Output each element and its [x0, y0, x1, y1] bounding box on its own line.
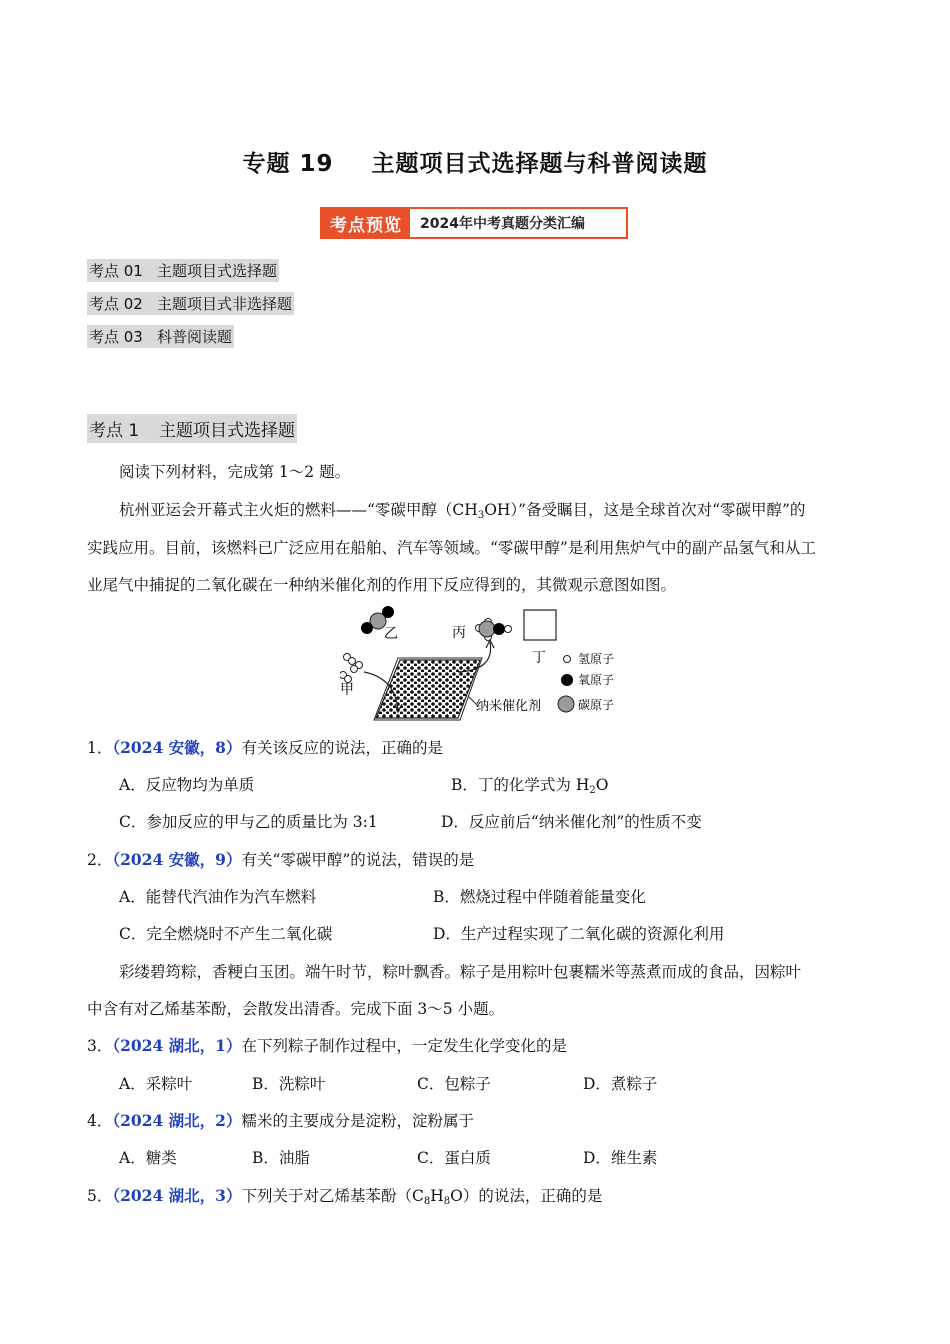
q2-option-a[interactable]: A．能替代汽油作为汽车燃料	[119, 888, 317, 906]
q1-option-d[interactable]: D．反应前后“纳米催化剂”的性质不变	[441, 813, 702, 831]
yi-label: 乙	[384, 626, 398, 642]
jia-molecules	[340, 654, 363, 683]
legend-hydrogen: 氢原子	[578, 652, 615, 666]
q1-option-b[interactable]	[451, 773, 608, 796]
intro-text: 阅读下列材料，完成第 1～2 题。	[119, 463, 351, 481]
q4-option-b[interactable]: B．油脂	[252, 1149, 310, 1167]
q3-source: （2024 湖北，1）	[112, 1036, 242, 1055]
q5-stem-b: O）的说法，正确的是	[450, 1187, 603, 1205]
q5-mid: H	[430, 1187, 444, 1205]
legend-oxygen: 氧原子	[578, 673, 615, 687]
catalyst-surface	[376, 660, 480, 718]
passage1-line1	[119, 498, 805, 521]
page-title	[0, 145, 950, 178]
q5-stem-a: 下列关于对乙烯基苯酚（C	[241, 1187, 424, 1205]
q1-option-a[interactable]: A．反应物均为单质	[119, 776, 255, 794]
passage1-line2: 实践应用。目前，该燃料已广泛应用在船舶、汽车等领域。“零碳甲醇”是利用焦炉气中的副产品氢气和从工	[87, 539, 816, 557]
q4-option-a[interactable]: A．糖类	[119, 1149, 177, 1167]
section-heading	[87, 414, 297, 443]
question-4	[87, 1109, 474, 1131]
toc-text: 科普阅读题	[157, 328, 233, 346]
toc-label: 考点 03	[89, 328, 143, 346]
q5-sub2: 8	[443, 1196, 451, 1207]
section-label: 考点 1	[89, 421, 140, 441]
q1-source: （2024 安徽，8）	[112, 738, 242, 757]
passage2-line1: 彩缕碧筠粽，香粳白玉团。端午时节，粽叶飘香。粽子是用粽叶包裹糯米等蒸煮而成的食品，因粽叶	[119, 963, 802, 981]
question-3	[87, 1034, 567, 1056]
toc-item-3[interactable]	[87, 325, 234, 348]
passage1-line3: 业尾气中捕捉的二氧化碳在一种纳米催化剂的作用下反应得到的，其微观示意图如图。	[87, 576, 677, 594]
q5-source: （2024 湖北，3）	[112, 1186, 242, 1205]
preview-badge	[320, 207, 628, 239]
q4-option-c[interactable]: C．蛋白质	[417, 1149, 491, 1167]
section-text: 主题项目式选择题	[159, 421, 295, 441]
q4-num: 4．	[87, 1112, 113, 1130]
q3-option-d[interactable]: D．煮粽子	[583, 1075, 658, 1093]
q3-num: 3．	[87, 1037, 113, 1055]
toc-item-2[interactable]	[87, 292, 294, 315]
q2-source: （2024 安徽，9）	[112, 850, 242, 869]
ding-box	[524, 610, 556, 640]
passage2-line2: 中含有对乙烯基苯酚，会散发出清香。完成下面 3～5 小题。	[87, 1000, 505, 1018]
bing-label: 丙	[452, 625, 466, 641]
q2-stem: 有关“零碳甲醇”的说法，错误的是	[241, 851, 475, 869]
toc-item-1[interactable]	[87, 259, 279, 282]
legend-carbon: 碳原子	[578, 698, 615, 712]
question-5	[87, 1184, 602, 1207]
q3-stem: 在下列粽子制作过程中，一定发生化学变化的是	[241, 1037, 567, 1055]
ding-label: 丁	[532, 650, 546, 666]
q1-option-c[interactable]: C．参加反应的甲与乙的质量比为 3:1	[119, 813, 378, 831]
legend-carbon-marker	[558, 696, 574, 712]
legend-oxygen-marker	[561, 674, 573, 686]
q3-option-a[interactable]: A．采粽叶	[119, 1075, 193, 1093]
catalyst-label: 纳米催化剂	[476, 699, 542, 714]
q2-option-c[interactable]: C．完全燃烧时不产生二氧化碳	[119, 925, 333, 943]
q4-option-d[interactable]: D．维生素	[583, 1149, 658, 1167]
toc-text: 主题项目式选择题	[157, 262, 278, 280]
q1-num: 1．	[87, 739, 113, 757]
passage1-line1-a: 杭州亚运会开幕式主火炬的燃料——“零碳甲醇（CH	[119, 501, 478, 519]
bing-molecule	[476, 619, 512, 641]
q2-num: 2．	[87, 851, 113, 869]
toc-label: 考点 02	[89, 295, 143, 313]
q1-option-b-sub: 2	[589, 785, 596, 796]
q1-option-b-a: B．丁的化学式为 H	[451, 776, 590, 794]
q1-option-b-b: O	[595, 776, 609, 794]
title-main: 主题项目式选择题与科普阅读题	[371, 151, 708, 177]
question-1	[87, 736, 443, 758]
legend-hydrogen-marker	[564, 656, 571, 663]
q2-option-b[interactable]: B．燃烧过程中伴随着能量变化	[433, 888, 646, 906]
q3-option-c[interactable]: C．包粽子	[417, 1075, 491, 1093]
passage1-line1-b: OH）”备受瞩目，这是全球首次对“零碳甲醇”的	[484, 501, 806, 519]
q5-sub1: 8	[423, 1196, 431, 1207]
badge-left: 考点预览	[322, 209, 410, 237]
q2-option-d[interactable]: D．生产过程实现了二氧化碳的资源化利用	[433, 925, 725, 943]
jia-label: 甲	[340, 682, 354, 698]
q1-stem: 有关该反应的说法，正确的是	[241, 739, 443, 757]
badge-right: 2024年中考真题分类汇编	[410, 209, 595, 237]
q4-source: （2024 湖北，2）	[112, 1111, 242, 1130]
q3-option-b[interactable]: B．洗粽叶	[252, 1075, 326, 1093]
q4-stem: 糯米的主要成分是淀粉，淀粉属于	[241, 1112, 474, 1130]
title-prefix: 专题 19	[242, 151, 334, 177]
question-2	[87, 848, 474, 870]
q5-num: 5．	[87, 1187, 113, 1205]
toc-label: 考点 01	[89, 262, 143, 280]
toc-text: 主题项目式非选择题	[157, 295, 293, 313]
reaction-diagram	[340, 600, 640, 725]
passage1-line1-sub: 3	[477, 510, 485, 521]
